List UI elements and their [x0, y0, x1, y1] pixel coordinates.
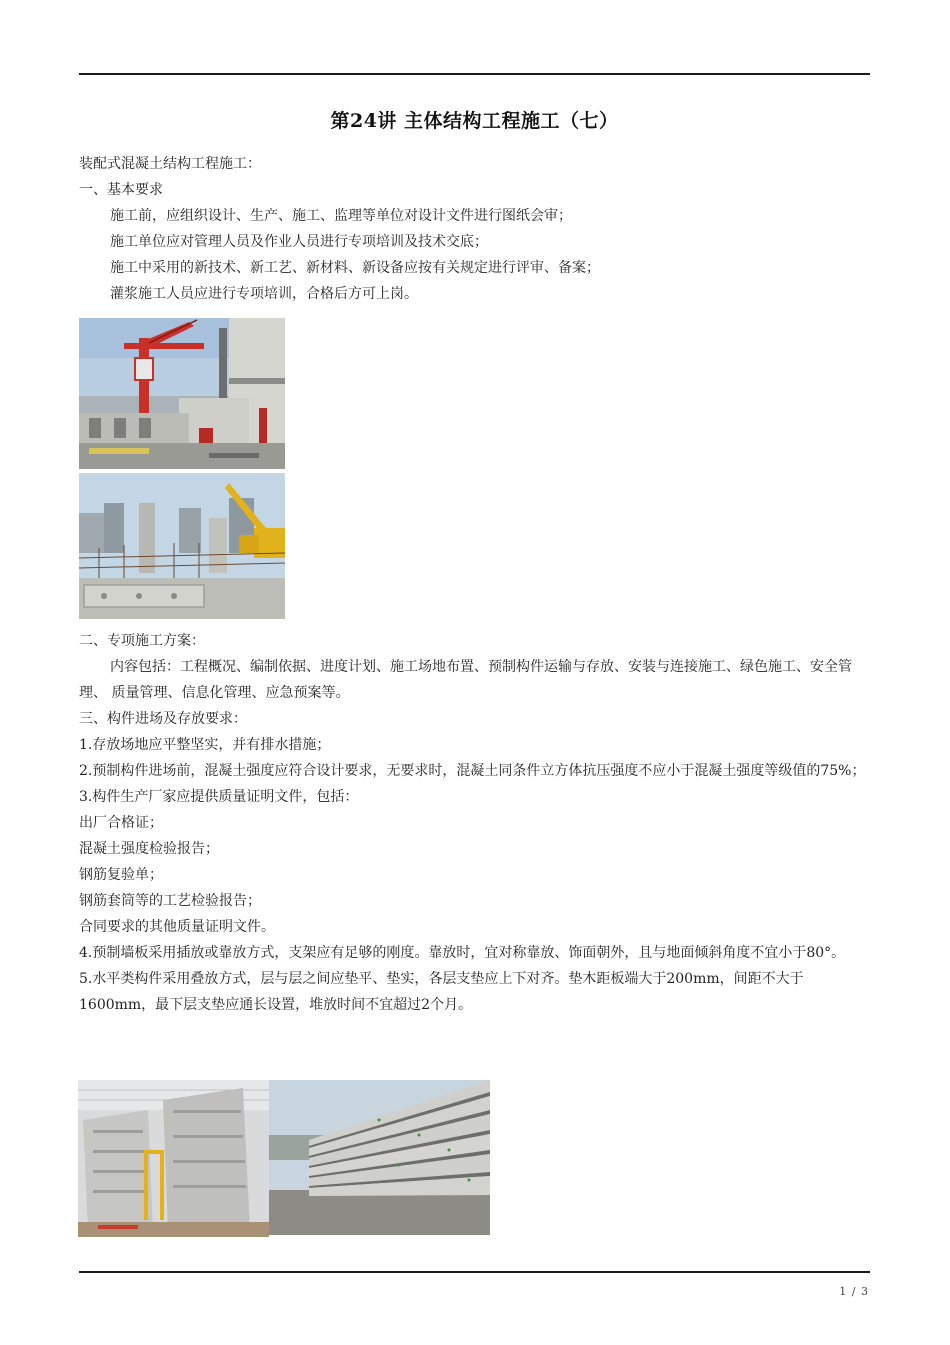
quality-doc-item: 合同要求的其他质量证明文件。 [79, 919, 275, 935]
footer-rule [79, 1271, 870, 1273]
storage-item-1: 1.存放场地应平整坚实，并有排水措施； [79, 737, 331, 753]
slab-stacking-photo [269, 1080, 490, 1235]
page-title: 第24讲 主体结构工程施工（七） [330, 110, 619, 132]
section2-heading: 二、专项施工方案： [79, 633, 205, 649]
section1-heading: 一、基本要求 [79, 182, 163, 198]
storage-item-4: 4.预制墙板采用插放或靠放方式，支架应有足够的刚度。靠放时，宜对称靠放、饰面朝外，且与地面倾斜角度不宜小于80°。 [79, 945, 846, 961]
construction-photo-crane [79, 318, 285, 469]
quality-doc-item: 钢筋套筒等的工艺检验报告； [79, 893, 261, 909]
construction-photo-site [79, 473, 285, 619]
storage-item-5: 5.水平类构件采用叠放方式，层与层之间应垫平、垫实，各层支垫应上下对齐。垫木距板端大于200mm，间距不大于1600mm，最下层支垫应通长设置，堆放时间不宜超过2个月。 [79, 971, 804, 1013]
page-number: 1 / 3 [839, 1285, 869, 1298]
storage-item-2: 2.预制构件进场前，混凝土强度应符合设计要求，无要求时，混凝土同条件立方体抗压强度不应小于混凝土强度等级值的75%； [79, 763, 866, 779]
requirement-item: 施工中采用的新技术、新工艺、新材料、新设备应按有关规定进行评审、备案； [110, 260, 600, 276]
storage-item-3: 3.构件生产厂家应提供质量证明文件，包括： [79, 789, 359, 805]
section-construction-plan [79, 628, 870, 1018]
requirement-item: 施工前，应组织设计、生产、施工、监理等单位对设计文件进行图纸会审； [110, 208, 572, 224]
quality-doc-item: 钢筋复验单； [79, 867, 163, 883]
requirement-item: 施工单位应对管理人员及作业人员进行专项培训及技术交底； [110, 234, 488, 250]
section-basic-requirements [79, 151, 870, 307]
quality-doc-item: 混凝土强度检验报告； [79, 841, 219, 857]
intro-line: 装配式混凝土结构工程施工： [79, 156, 261, 172]
header-rule [79, 73, 870, 75]
requirement-item: 灌浆施工人员应进行专项培训，合格后方可上岗。 [110, 286, 418, 302]
quality-doc-item: 出厂合格证； [79, 815, 163, 831]
wall-panel-storage-photo [78, 1080, 269, 1237]
section2-content: 内容包括：工程概况、编制依据、进度计划、施工场地布置、预制构件运输与存放、安装与连接施工、绿色施工、安全管理、 质量管理、信息化管理、应急预案等。 [79, 659, 852, 701]
section3-heading: 三、构件进场及存放要求： [79, 711, 247, 727]
